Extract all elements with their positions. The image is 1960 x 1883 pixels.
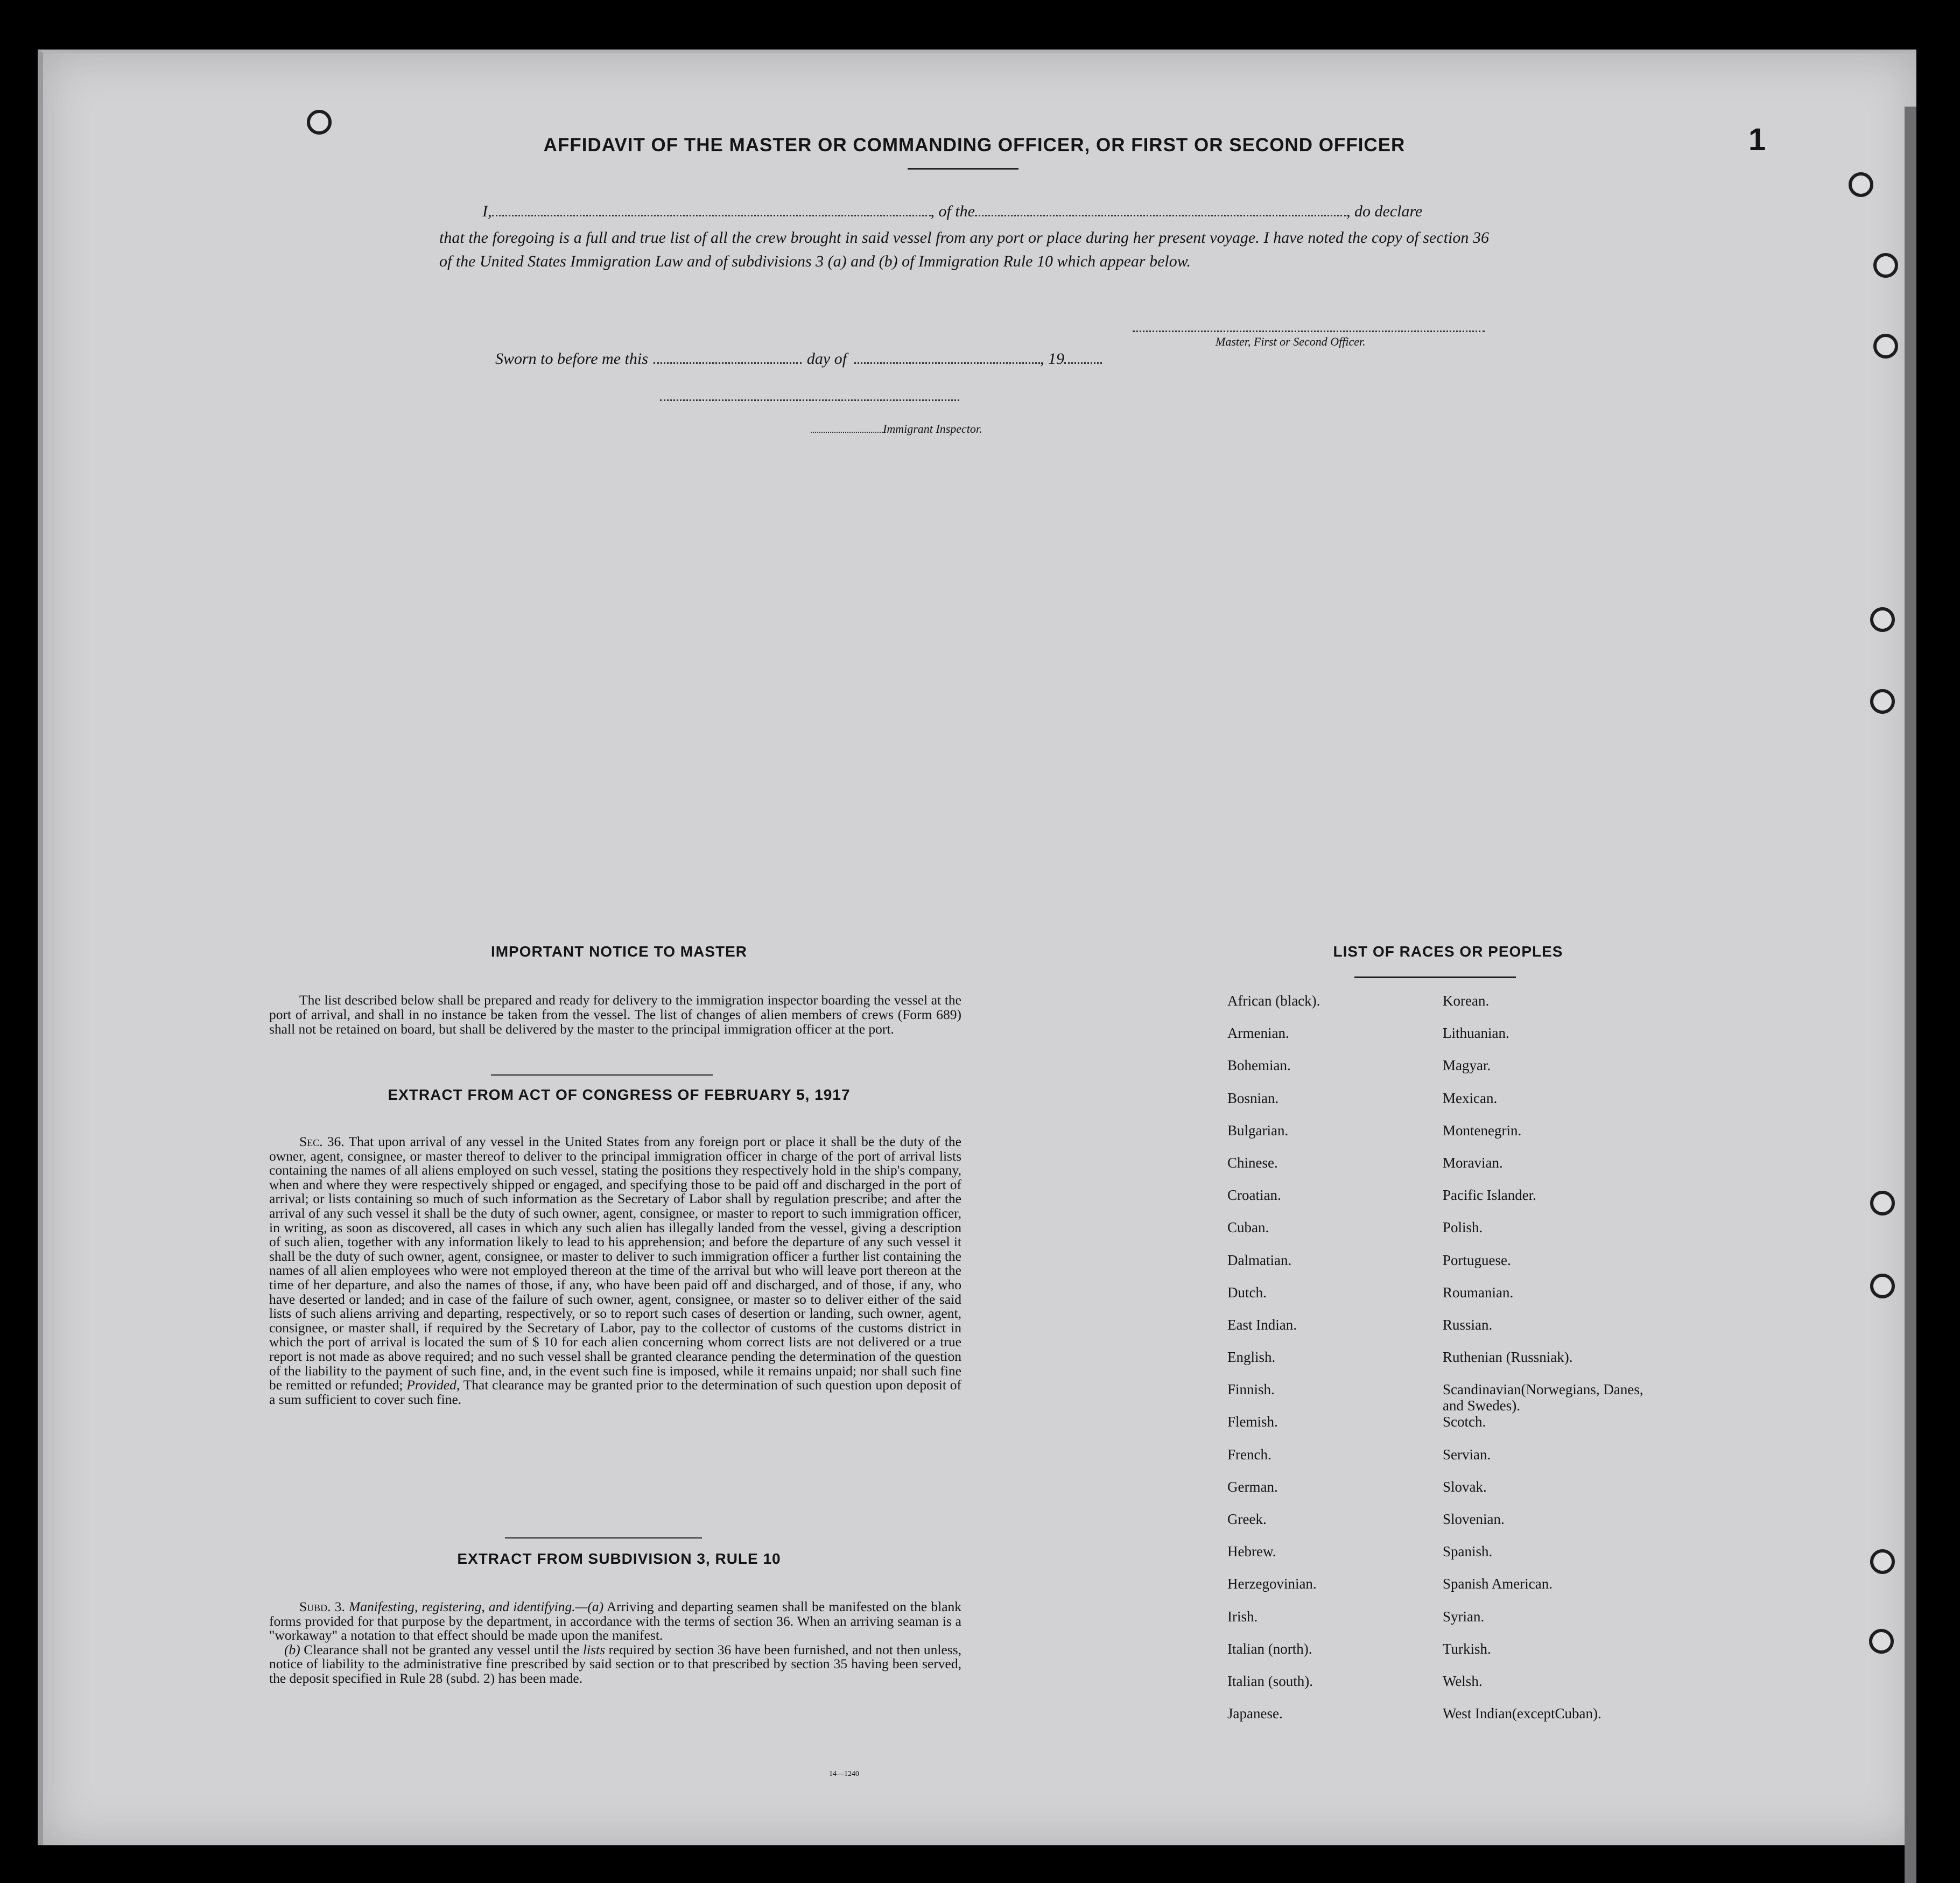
race-item: German. <box>1227 1478 1278 1495</box>
sworn-prefix: Sworn to before me this <box>495 350 648 368</box>
act-section-text: That upon arrival of any vessel in the United States from any foreign port or place it shall be the duty of the owner, agent, consignee, or master thereof to deliver to the principal immigration officer in charge of the port of arrival lists containing the names of all aliens employed on such vessel, stating the positions they respectively hold in the ship's company, when and where they were respectively shipped or engaged, and specifying those to be paid off and discharged in the port of arrival; or lists containing so much of such information as the Secretary of Labor shall by regulation prescribe; and after the arrival of any such vessel it shall be the duty of such owner, agent, consignee, or master to report to such immigration officer, in writing, as soon as discovered, all cases in which any such alien has illegally landed from the vessel, giving a description of such alien, together with any information likely to lead to his apprehension; and before the departure of any such vessel it shall be the duty of such owner, agent, consignee, or master to deliver to such immigration officer a further list containing the names of all alien employees who were not employed thereon at the time of the arrival but who will leave port thereon at the time of her departure, and also the names of those, if any, who have been paid off and discharged, and of those, if any, who have deserted or landed; and in case of the failure of such owner, agent, consignee, or master so to deliver either of the said lists of such aliens arriving and departing, respectively, or so to report such cases of desertion or landing, such owner, agent, consignee, or master shall, if required by the Secretary of Labor, pay to the collector of customs of the customs district in which the port of arrival is located the sum of $ 10 for each alien concerning whom correct lists are not delivered or a true report is not made as above required; and no such vessel shall be granted clearance pending the determination of the question of the liability to the payment of such fine, and, in the event such fine is imposed, while it remains unpaid; nor shall such fine be remitted or refunded; <box>269 1134 961 1393</box>
inspector-caption-line <box>811 422 982 436</box>
binder-hole <box>1869 1629 1894 1654</box>
race-item: Montenegrin. <box>1443 1122 1522 1139</box>
race-item: Korean. <box>1443 993 1490 1009</box>
race-item: Bosnian. <box>1227 1090 1279 1106</box>
binder-hole <box>307 110 332 135</box>
binder-hole <box>1870 1274 1895 1298</box>
rule-extract-title: EXTRACT FROM SUBDIVISION 3, RULE 10 <box>457 1550 781 1567</box>
vessel-name-blank[interactable] <box>975 215 1346 216</box>
sworn-year: , 19 <box>1040 350 1065 368</box>
race-item: Chinese. <box>1227 1154 1278 1171</box>
binder-hole <box>1873 334 1898 359</box>
binder-hole <box>1849 172 1873 197</box>
races-column-2 <box>1443 993 1647 1738</box>
race-item: Moravian. <box>1443 1154 1503 1171</box>
page-number: 1 <box>1748 122 1766 157</box>
race-item: Croatian. <box>1227 1187 1281 1204</box>
sworn-day-blank[interactable] <box>654 362 802 364</box>
race-item: Flemish. <box>1227 1414 1278 1430</box>
act-provided-text: That clearance may be granted prior to the determination of such question upon deposit of a sum sufficient to cover such fine. <box>269 1377 962 1407</box>
act-section-label: Sec. 36. <box>299 1134 345 1149</box>
race-item: Armenian. <box>1227 1025 1289 1042</box>
notice-rule <box>491 1074 713 1076</box>
race-item: Turkish. <box>1443 1640 1491 1657</box>
affidavit-title-rule <box>908 168 1018 170</box>
sworn-year-blank[interactable] <box>1064 362 1102 364</box>
inspector-signature-line[interactable] <box>660 399 959 401</box>
race-item: Ruthenian (Russniak). <box>1443 1349 1573 1366</box>
binder-hole <box>1873 253 1898 278</box>
document-sheet <box>38 50 1916 1845</box>
race-item: Slovenian. <box>1443 1511 1505 1527</box>
race-item: East Indian. <box>1227 1316 1297 1333</box>
race-item: West Indian(exceptCuban). <box>1443 1705 1601 1722</box>
declaration-i: I, <box>482 202 492 220</box>
race-item: Russian. <box>1443 1316 1493 1333</box>
race-item: Dutch. <box>1227 1284 1267 1301</box>
race-item: Irish. <box>1227 1608 1258 1625</box>
race-item: Mexican. <box>1443 1090 1498 1106</box>
rule-para-b <box>269 1643 961 1686</box>
race-item: Polish. <box>1443 1219 1483 1236</box>
race-item: Pacific Islander. <box>1443 1187 1536 1204</box>
races-column-1 <box>1227 993 1432 1738</box>
race-item: Servian. <box>1443 1446 1491 1463</box>
master-caption: Master, First or Second Officer. <box>1216 335 1366 348</box>
rule-para-b-text-1: Clearance shall not be granted any vessel until the <box>304 1641 580 1657</box>
race-item: French. <box>1227 1446 1271 1463</box>
race-item: Bohemian. <box>1227 1057 1291 1074</box>
race-item: Magyar. <box>1443 1057 1491 1074</box>
race-item: Finnish. <box>1227 1381 1275 1398</box>
notice-text: The list described below shall be prepared and ready for delivery to the immigration inspector boarding the vessel at the port of arrival, and shall in no instance be taken from the vessel. The list of changes of alien members of crews (Form 689) shall not be retained on board, but shall be delivered by the master to the principal immigration officer at the port. <box>269 992 961 1037</box>
race-item: English. <box>1227 1349 1276 1366</box>
race-item: Italian (south). <box>1227 1673 1313 1689</box>
act-extract-title: EXTRACT FROM ACT OF CONGRESS OF FEBRUARY 5, 1917 <box>388 1086 851 1103</box>
race-item: Syrian. <box>1443 1608 1485 1625</box>
race-item: Hebrew. <box>1227 1543 1276 1560</box>
race-item: Welsh. <box>1443 1673 1483 1689</box>
race-item: Scotch. <box>1443 1414 1486 1430</box>
rule-para-b-label: (b) <box>284 1641 300 1657</box>
binder-hole <box>1870 607 1895 632</box>
rule-para-a-text: Arriving and departing seamen shall be manifested on the blank forms provided for that purpose by the department, in accordance with the terms of section 36. When an arriving seaman is a "workaway" a notation to that effect should be made upon the manifest. <box>269 1599 962 1643</box>
page-edge <box>1905 107 1916 1883</box>
race-item: Lithuanian. <box>1443 1025 1509 1042</box>
race-item: Scandinavian(Norwegians, Danes, and Swedes). <box>1443 1381 1643 1414</box>
sworn-month-blank[interactable] <box>854 362 1040 364</box>
race-item: Italian (north). <box>1227 1640 1312 1657</box>
affidavit-declaration-line <box>439 202 1494 221</box>
race-item: Herzegovinian. <box>1227 1576 1317 1592</box>
race-item: Slovak. <box>1443 1478 1487 1495</box>
rule-para-b-lists: lists <box>582 1641 606 1657</box>
rule-para-a <box>269 1600 961 1643</box>
master-signature-line[interactable] <box>1133 331 1485 332</box>
rule-extract-text <box>269 1600 961 1686</box>
sworn-line <box>495 350 1102 368</box>
race-item: Roumanian. <box>1443 1284 1514 1301</box>
race-item: Portuguese. <box>1443 1252 1511 1268</box>
rule-subd-label: Subd. 3. <box>299 1599 345 1614</box>
notice-title: IMPORTANT NOTICE TO MASTER <box>490 943 748 960</box>
act-provided-label: Provided, <box>406 1377 460 1393</box>
race-item: Spanish. <box>1443 1543 1493 1560</box>
rule-subd-heading: Manifesting, registering, and identifying.—(a) <box>349 1599 604 1614</box>
affidavit-title: AFFIDAVIT OF THE MASTER OR COMMANDING OFFICER, OR FIRST OR SECOND OFFICER <box>543 135 1406 156</box>
inspector-caption-leader <box>811 432 883 433</box>
races-title-rule <box>1354 976 1516 978</box>
inspector-caption: Immigrant Inspector. <box>883 422 982 435</box>
rule-para-b-text-2: required by section 36 have been furnished, and not then unless, notice of liability to the administrative fine prescribed by said section or to that prescribed by section 35 having been served, the deposit specified in Rule 28 (subd. 2) has been made. <box>269 1641 962 1686</box>
races-title: LIST OF RACES OR PEOPLES <box>1333 943 1563 960</box>
declaration-do-declare: , do declare <box>1346 202 1423 220</box>
act-rule <box>505 1537 702 1538</box>
race-item: Cuban. <box>1227 1219 1269 1236</box>
sworn-day-of: day of <box>806 350 847 368</box>
race-item: Spanish American. <box>1443 1576 1552 1592</box>
affidavit-statement: that the foregoing is a full and true list of all the crew brought in said vessel from any port or place during her present voyage. I have noted the copy of section 36 of the United States Immigration Law and of subdivisions 3 (a) and (b) of Immigration Rule 10 which appear below. <box>439 229 1489 270</box>
binder-hole <box>1870 1549 1895 1574</box>
race-item: Greek. <box>1227 1511 1267 1527</box>
act-extract-text <box>269 1135 961 1407</box>
form-number: 14—1240 <box>829 1770 859 1778</box>
race-item: African (black). <box>1227 993 1320 1009</box>
race-item: Dalmatian. <box>1227 1252 1292 1268</box>
race-item: Japanese. <box>1227 1705 1283 1722</box>
officer-name-blank[interactable] <box>492 215 931 216</box>
binder-hole <box>1870 689 1895 714</box>
declaration-of-the: , of the <box>930 202 975 220</box>
race-item: Bulgarian. <box>1227 1122 1289 1139</box>
binder-hole <box>1870 1191 1895 1215</box>
